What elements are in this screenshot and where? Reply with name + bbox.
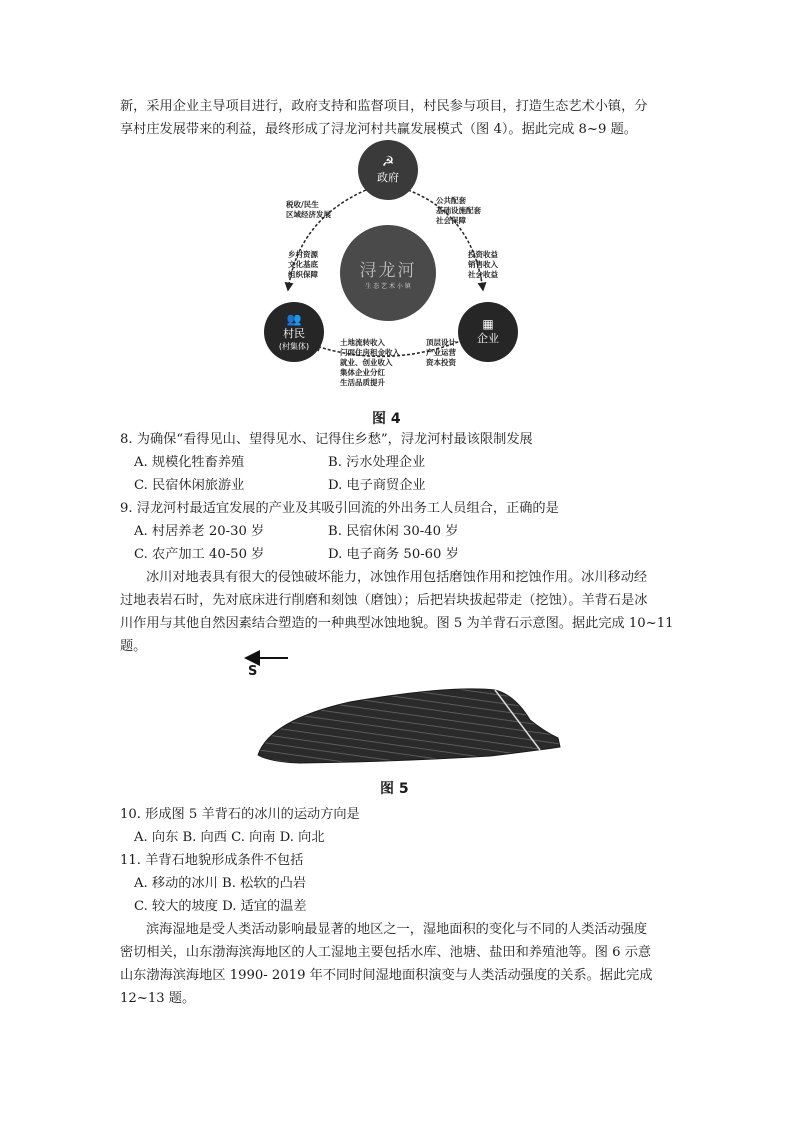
- center-node: [340, 225, 436, 321]
- center-subtitle: 生 态 艺 术 小 镇: [365, 283, 411, 290]
- q8-option-d: D. 电子商贸企业: [328, 478, 426, 493]
- q11-options-line-2: C. 较大的坡度 D. 适宜的温差: [134, 899, 307, 914]
- passage3-line-1: 滨海湿地是受人类活动影响最显著的地区之一，湿地面积的变化与不同的人类活动强度: [146, 922, 648, 937]
- center-title: 浔龙河: [359, 261, 417, 281]
- enterprise-node: [458, 302, 518, 362]
- q8-stem: 8. 为确保“看得见山、望得见水、记得住乡愁”，浔龙河村最该限制发展: [120, 432, 533, 447]
- figure-5: [240, 650, 570, 770]
- figure-4: [258, 140, 518, 410]
- gov-to-enterprise-text: 公共配套 基础设施配套 社会保障: [436, 196, 481, 225]
- enterprise-to-center-text: 投资收益 销售收入 社会收益: [468, 250, 498, 279]
- q9-option-d: D. 电子商务 50-60 岁: [328, 547, 459, 562]
- intro-line-1: 新，采用企业主导项目进行，政府支持和监督项目，村民参与项目，打造生态艺术小镇，分: [120, 99, 648, 114]
- government-label: 政府: [377, 171, 399, 184]
- passage2-line-1: 冰川对地表具有很大的侵蚀破坏能力，冰蚀作用包括磨蚀作用和挖蚀作用。冰川移动经: [146, 570, 648, 585]
- building-icon: ▦: [482, 317, 494, 331]
- figure-4-caption: 图 4: [372, 411, 401, 427]
- village-to-enterprise-text: 顶层设计 产业运营 资本投资: [426, 338, 456, 367]
- q9-option-c: C. 农产加工 40-50 岁: [134, 547, 265, 562]
- village-to-center-text: 乡村资源 文化基底 组织保障: [288, 250, 318, 279]
- passage3-line-4: 12~13 题。: [120, 991, 196, 1006]
- q8-option-b: B. 污水处理企业: [328, 455, 426, 470]
- gov-to-village-text: 税收/民生 区域经济发展: [286, 200, 331, 219]
- passage2-line-2: 过地表岩石时，先对底床进行削磨和刻蚀（磨蚀）；后把岩块拔起带走（挖蚀）。羊背石是冰: [120, 593, 648, 608]
- figure-5-caption: 图 5: [380, 781, 409, 797]
- q11-options-line-1: A. 移动的冰川 B. 松软的凸岩: [134, 876, 307, 891]
- figure-5-drawing: [240, 650, 570, 770]
- passage3-line-2: 密切相关，山东渤海滨海地区的人工湿地主要包括水库、池塘、盐田和养殖池等。图 6 示意: [120, 945, 652, 960]
- q10-stem: 10. 形成图 5 羊背石的冰川的运动方向是: [120, 807, 360, 822]
- villager-label: 村民: [283, 326, 305, 340]
- q11-stem: 11. 羊背石地貌形成条件不包括: [120, 853, 304, 868]
- roche-moutonnee-shape: [258, 689, 560, 763]
- enterprise-to-village-text: 土地流转收入 门面住房租金收入 就业、创业收入 集体企业分红 生活品质提升: [340, 338, 400, 387]
- intro-line-2: 享村庄发展带来的利益，最终形成了浔龙河村共赢发展模式（图 4）。据此完成 8~9 题。: [120, 122, 637, 137]
- enterprise-label: 企业: [477, 332, 499, 345]
- hammer-sickle-icon: ☭: [381, 154, 395, 170]
- passage3-line-3: 山东渤海滨海地区 1990- 2019 年不同时间湿地面积演变与人类活动强度的关系。据此完成: [120, 968, 653, 983]
- q8-option-c: C. 民宿休闲旅游业: [134, 478, 245, 493]
- villager-sublabel: (村集体): [278, 341, 310, 351]
- government-node: [358, 140, 418, 200]
- people-icon: 👥: [286, 311, 302, 326]
- q9-stem: 9. 浔龙河村最适宜发展的产业及其吸引回流的外出务工人员组合，正确的是: [120, 501, 559, 516]
- q8-option-a: A. 规模化牲畜养殖: [134, 455, 245, 470]
- passage2-line-4: 题。: [120, 639, 147, 654]
- q9-option-b: B. 民宿休闲 30-40 岁: [328, 524, 459, 539]
- passage2-line-3: 川作用与其他自然因素结合塑造的一种典型冰蚀地貌。图 5 为羊背石示意图。据此完成 10~11: [120, 616, 674, 631]
- q10-options: A. 向东 B. 向西 C. 向南 D. 向北: [134, 830, 325, 845]
- villager-node: [264, 302, 324, 362]
- direction-label: S: [248, 664, 258, 679]
- q9-option-a: A. 村居养老 20-30 岁: [134, 524, 265, 539]
